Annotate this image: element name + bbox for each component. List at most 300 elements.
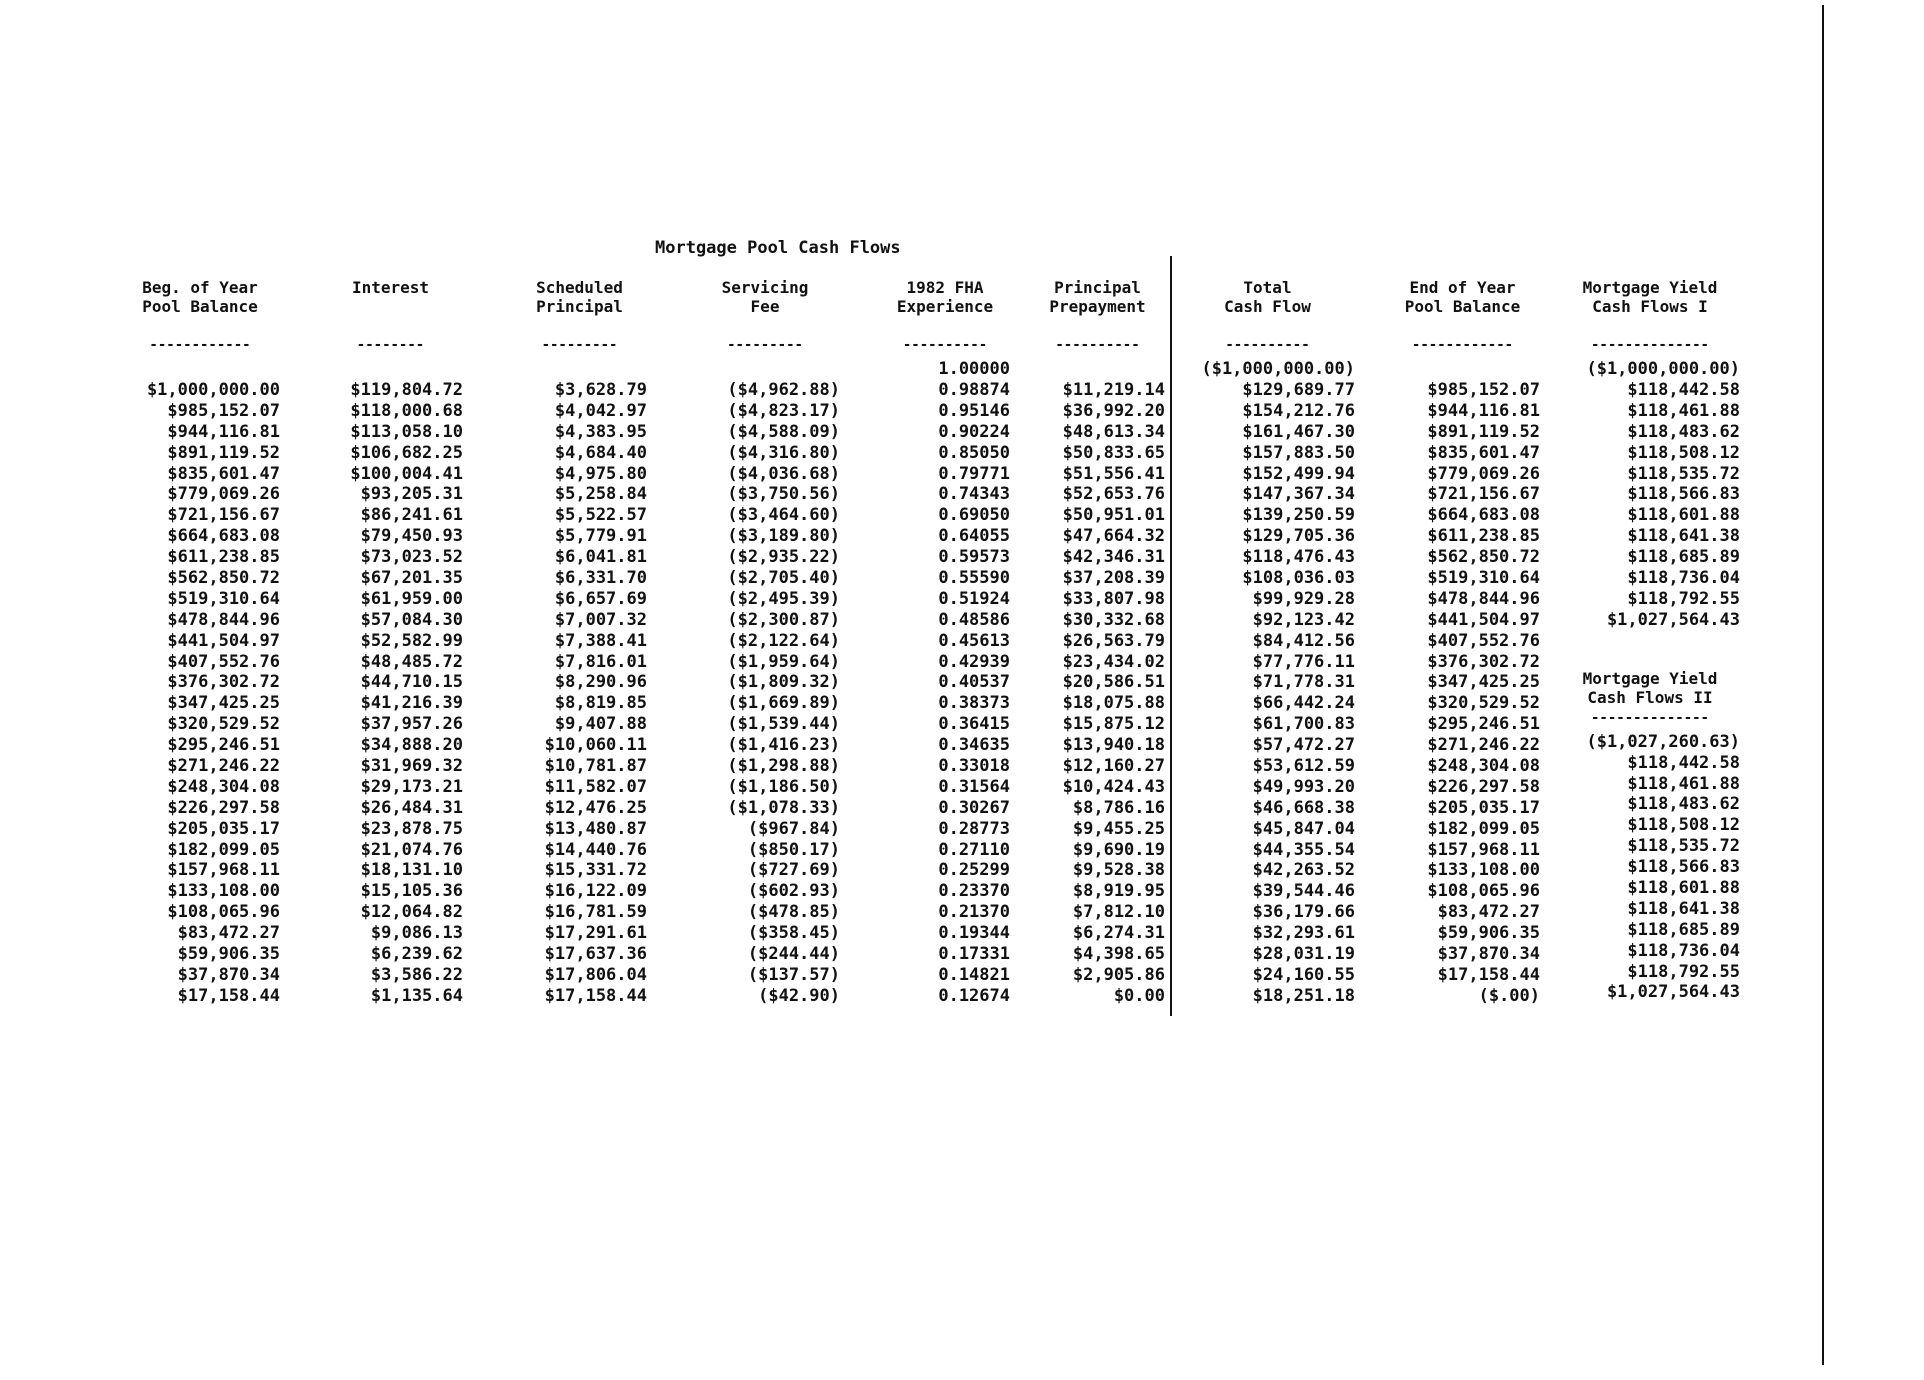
table-cell: $118,508.12 xyxy=(1627,442,1740,463)
table-cell: $129,689.77 xyxy=(1242,380,1355,400)
table-cell: $157,883.50 xyxy=(1242,442,1355,463)
fha-initial-value: 1.00000 xyxy=(938,359,1010,379)
column-interest xyxy=(318,278,463,1007)
header-rule: ------------ xyxy=(1411,338,1514,353)
header-rule: -------- xyxy=(356,338,425,353)
table-cell: $79,450.93 xyxy=(360,526,463,547)
table-cell: $52,582.99 xyxy=(360,630,463,651)
table-cell: ($1,416.23) xyxy=(727,735,840,756)
table-cell: $37,957.26 xyxy=(360,714,463,735)
table-cell: 0.85050 xyxy=(938,442,1010,463)
table-cell: 0.48586 xyxy=(938,609,1010,630)
table-cell: $320,529.52 xyxy=(167,714,280,735)
table-cell: $347,425.25 xyxy=(167,693,280,714)
table-cell: $118,461.88 xyxy=(1627,400,1740,421)
table-cell: $779,069.26 xyxy=(167,484,280,505)
table-cell: $0.00 xyxy=(1113,985,1165,1006)
table-cell: $835,601.47 xyxy=(1427,442,1540,463)
table-cell: ($4,036.68) xyxy=(727,463,840,484)
table-cell: $29,173.21 xyxy=(360,776,463,797)
table-cell: $118,685.89 xyxy=(1627,919,1740,940)
table-cell: $118,461.88 xyxy=(1627,773,1740,794)
table-cell: $51,556.41 xyxy=(1062,463,1165,484)
table-cell: $45,847.04 xyxy=(1252,818,1355,839)
table-cell: $46,668.38 xyxy=(1252,797,1355,818)
table-cell: $41,216.39 xyxy=(360,693,463,714)
table-cell: $835,601.47 xyxy=(167,463,280,484)
table-cell: ($4,823.17) xyxy=(727,400,840,421)
column-values xyxy=(690,380,840,1007)
table-cell: $24,160.55 xyxy=(1252,964,1355,985)
table-cell: 0.55590 xyxy=(938,568,1010,589)
column-values xyxy=(1560,380,1740,631)
table-cell: $6,274.31 xyxy=(1072,923,1165,944)
table-cell: $9,690.19 xyxy=(1072,839,1165,860)
column-header: End of Year Pool Balance xyxy=(1404,278,1521,316)
table-cell: 0.45613 xyxy=(938,630,1010,651)
table-cell: $9,455.25 xyxy=(1072,818,1165,839)
table-cell: $23,434.02 xyxy=(1062,651,1165,672)
page-edge-line xyxy=(1822,5,1824,1365)
table-cell: $37,870.34 xyxy=(1437,944,1540,965)
table-cell: $248,304.08 xyxy=(167,776,280,797)
table-cell: $205,035.17 xyxy=(167,818,280,839)
table-cell: 0.19344 xyxy=(938,923,1010,944)
table-cell: ($1,186.50) xyxy=(727,776,840,797)
table-cell: $8,919.95 xyxy=(1072,881,1165,902)
table-cell: $478,844.96 xyxy=(1427,588,1540,609)
table-cell: $11,219.14 xyxy=(1062,380,1165,400)
table-cell: $118,736.04 xyxy=(1627,568,1740,589)
table-cell: $108,065.96 xyxy=(1427,881,1540,902)
column-values xyxy=(120,380,280,1007)
header-rule: ---------- xyxy=(902,338,988,353)
column-values xyxy=(1030,380,1165,1007)
table-cell: $4,684.40 xyxy=(554,442,647,463)
table-cell: $4,398.65 xyxy=(1072,944,1165,965)
table-cell: $376,302.72 xyxy=(167,672,280,693)
table-cell: ($1,078.33) xyxy=(727,797,840,818)
table-cell: 0.17331 xyxy=(938,944,1010,965)
table-cell: $7,812.10 xyxy=(1072,902,1165,923)
table-cell: $271,246.22 xyxy=(167,756,280,777)
table-cell: $100,004.41 xyxy=(350,463,463,484)
table-cell: $17,291.61 xyxy=(544,923,647,944)
table-cell: $13,940.18 xyxy=(1062,735,1165,756)
table-cell: $31,969.32 xyxy=(360,756,463,777)
column-principal-prepayment xyxy=(1030,278,1165,1007)
table-cell: 0.38373 xyxy=(938,693,1010,714)
table-cell: $13,480.87 xyxy=(544,818,647,839)
table-cell: $71,778.31 xyxy=(1252,672,1355,693)
total-initial-value: ($1,000,000.00) xyxy=(1201,359,1355,379)
table-title: Mortgage Pool Cash Flows xyxy=(655,238,901,258)
table-cell: $23,878.75 xyxy=(360,818,463,839)
table-cell: $118,641.38 xyxy=(1627,898,1740,919)
column-header: Beg. of Year Pool Balance xyxy=(142,278,258,316)
table-cell: $562,850.72 xyxy=(1427,547,1540,568)
table-cell: 0.14821 xyxy=(938,964,1010,985)
table-cell: $7,388.41 xyxy=(554,630,647,651)
table-cell: $118,535.72 xyxy=(1627,463,1740,484)
table-cell: $320,529.52 xyxy=(1427,693,1540,714)
table-cell: $161,467.30 xyxy=(1242,421,1355,442)
table-cell: $1,027,564.43 xyxy=(1606,982,1740,1003)
table-cell: $16,122.09 xyxy=(544,881,647,902)
table-cell: $57,472.27 xyxy=(1252,735,1355,756)
table-cell: $664,683.08 xyxy=(1427,505,1540,526)
table-cell: $248,304.08 xyxy=(1427,756,1540,777)
table-cell: $12,160.27 xyxy=(1062,756,1165,777)
table-cell: $8,290.96 xyxy=(554,672,647,693)
column-header: 1982 FHA Experience xyxy=(896,278,994,316)
column-values xyxy=(1385,380,1540,1007)
table-cell: $18,251.18 xyxy=(1252,985,1355,1006)
table-cell: $26,563.79 xyxy=(1062,630,1165,651)
table-cell: $17,806.04 xyxy=(544,964,647,985)
table-cell: ($727.69) xyxy=(747,860,840,881)
table-cell: $42,263.52 xyxy=(1252,860,1355,881)
table-cell: 0.95146 xyxy=(938,400,1010,421)
table-cell: $118,483.62 xyxy=(1627,421,1740,442)
table-cell: ($1,959.64) xyxy=(727,651,840,672)
table-cell: 0.31564 xyxy=(938,776,1010,797)
table-cell: $10,424.43 xyxy=(1062,776,1165,797)
table-cell: ($3,189.80) xyxy=(727,526,840,547)
table-cell: $49,993.20 xyxy=(1252,776,1355,797)
table-cell: $295,246.51 xyxy=(1427,714,1540,735)
table-cell: $118,566.83 xyxy=(1627,484,1740,505)
table-cell: $611,238.85 xyxy=(1427,526,1540,547)
table-cell: 0.90224 xyxy=(938,421,1010,442)
table-cell: ($2,495.39) xyxy=(727,588,840,609)
table-cell: 0.79771 xyxy=(938,463,1010,484)
table-cell: $21,074.76 xyxy=(360,839,463,860)
table-cell: $129,705.36 xyxy=(1242,526,1355,547)
table-cell: $891,119.52 xyxy=(167,442,280,463)
column-servicing-fee xyxy=(690,278,840,1007)
table-cell: $18,075.88 xyxy=(1062,693,1165,714)
table-cell: $52,653.76 xyxy=(1062,484,1165,505)
table-cell: $99,929.28 xyxy=(1252,588,1355,609)
table-cell: $118,792.55 xyxy=(1627,588,1740,609)
table-cell: $17,637.36 xyxy=(544,944,647,965)
table-cell: $6,239.62 xyxy=(370,944,463,965)
table-cell: $154,212.76 xyxy=(1242,400,1355,421)
table-cell: 0.40537 xyxy=(938,672,1010,693)
table-cell: $17,158.44 xyxy=(177,985,280,1006)
table-cell: $20,586.51 xyxy=(1062,672,1165,693)
table-cell: $944,116.81 xyxy=(1427,400,1540,421)
table-cell: $5,258.84 xyxy=(554,484,647,505)
table-cell: ($3,750.56) xyxy=(727,484,840,505)
table-cell: $44,355.54 xyxy=(1252,839,1355,860)
table-cell: 0.25299 xyxy=(938,860,1010,881)
table-cell: $7,007.32 xyxy=(554,609,647,630)
column-values xyxy=(512,380,647,1007)
table-cell: $441,504.97 xyxy=(1427,609,1540,630)
table-cell: 0.21370 xyxy=(938,902,1010,923)
column-header: Mortgage Yield Cash Flows II xyxy=(1582,668,1718,707)
column-header: Interest xyxy=(351,278,430,297)
table-cell: 0.42939 xyxy=(938,651,1010,672)
header-rule: --------- xyxy=(541,338,618,353)
table-cell: $157,968.11 xyxy=(1427,839,1540,860)
table-cell: $118,641.38 xyxy=(1627,526,1740,547)
header-rule: -------------- xyxy=(1590,338,1709,353)
column-header: Servicing Fee xyxy=(721,278,809,316)
table-cell: $1,135.64 xyxy=(370,985,463,1006)
table-cell: $118,000.68 xyxy=(350,400,463,421)
table-cell: $376,302.72 xyxy=(1427,651,1540,672)
table-cell: $36,179.66 xyxy=(1252,902,1355,923)
column-values xyxy=(1560,753,1740,1004)
table-cell: ($1,669.89) xyxy=(727,693,840,714)
divider-line xyxy=(1170,256,1172,1016)
table-cell: $92,123.42 xyxy=(1252,609,1355,630)
table-cell: $118,483.62 xyxy=(1627,794,1740,815)
table-cell: $226,297.58 xyxy=(167,797,280,818)
table-cell: $47,664.32 xyxy=(1062,526,1165,547)
table-cell: $6,331.70 xyxy=(554,568,647,589)
table-cell: $133,108.00 xyxy=(167,881,280,902)
table-cell: $8,819.85 xyxy=(554,693,647,714)
table-cell: 0.74343 xyxy=(938,484,1010,505)
column-values xyxy=(318,380,463,1007)
yield2-initial-value: ($1,027,260.63) xyxy=(1586,731,1740,752)
table-cell: $119,804.72 xyxy=(350,380,463,400)
header-rule: ---------- xyxy=(1055,338,1140,353)
table-cell: 0.23370 xyxy=(938,881,1010,902)
table-cell: ($2,122.64) xyxy=(727,630,840,651)
table-cell: 0.30267 xyxy=(938,797,1010,818)
table-cell: $8,786.16 xyxy=(1072,797,1165,818)
table-cell: $9,528.38 xyxy=(1072,860,1165,881)
table-cell: $86,241.61 xyxy=(360,505,463,526)
table-cell: $33,807.98 xyxy=(1062,588,1165,609)
table-cell: ($42.90) xyxy=(758,985,840,1006)
table-cell: $139,250.59 xyxy=(1242,505,1355,526)
table-cell: $83,472.27 xyxy=(1437,902,1540,923)
table-cell: 0.27110 xyxy=(938,839,1010,860)
table-cell: ($602.93) xyxy=(747,881,840,902)
table-cell: $67,201.35 xyxy=(360,568,463,589)
table-cell: 0.69050 xyxy=(938,505,1010,526)
table-cell: $664,683.08 xyxy=(167,526,280,547)
table-cell: $48,613.34 xyxy=(1062,421,1165,442)
table-cell: $59,906.35 xyxy=(1437,923,1540,944)
table-cell: $118,601.88 xyxy=(1627,505,1740,526)
table-cell: $562,850.72 xyxy=(167,568,280,589)
table-cell: $17,158.44 xyxy=(1437,964,1540,985)
table-cell: $152,499.94 xyxy=(1242,463,1355,484)
table-cell: ($137.57) xyxy=(747,964,840,985)
table-cell: $12,064.82 xyxy=(360,902,463,923)
table-cell: ($3,464.60) xyxy=(727,505,840,526)
table-cell: $985,152.07 xyxy=(167,400,280,421)
column-header: Principal Prepayment xyxy=(1049,278,1146,316)
yield1-initial-value: ($1,000,000.00) xyxy=(1586,359,1740,379)
table-cell: $14,440.76 xyxy=(544,839,647,860)
table-cell: $113,058.10 xyxy=(350,421,463,442)
table-cell: $478,844.96 xyxy=(167,609,280,630)
table-cell: $118,442.58 xyxy=(1627,752,1740,773)
table-cell: $61,700.83 xyxy=(1252,714,1355,735)
table-cell: $12,476.25 xyxy=(544,797,647,818)
table-cell: $891,119.52 xyxy=(1427,421,1540,442)
table-cell: $271,246.22 xyxy=(1427,735,1540,756)
table-cell: $10,060.11 xyxy=(544,735,647,756)
table-cell: ($4,588.09) xyxy=(727,421,840,442)
table-cell: $205,035.17 xyxy=(1427,797,1540,818)
table-cell: $37,208.39 xyxy=(1062,568,1165,589)
table-cell: $2,905.86 xyxy=(1072,964,1165,985)
table-cell: $118,685.89 xyxy=(1627,547,1740,568)
table-cell: $118,566.83 xyxy=(1627,857,1740,878)
header-rule: ------------ xyxy=(149,338,251,353)
table-cell: $3,586.22 xyxy=(370,964,463,985)
table-cell: 0.12674 xyxy=(938,985,1010,1006)
column-beg-balance xyxy=(120,278,280,1007)
column-header: Total Cash Flow xyxy=(1224,278,1311,316)
table-cell: $93,205.31 xyxy=(360,484,463,505)
table-cell: $50,833.65 xyxy=(1062,442,1165,463)
table-cell: ($1,298.88) xyxy=(727,756,840,777)
table-cell: ($850.17) xyxy=(747,839,840,860)
column-header: Scheduled Principal xyxy=(536,278,623,316)
table-cell: $519,310.64 xyxy=(1427,568,1540,589)
table-cell: ($1,539.44) xyxy=(727,714,840,735)
table-cell: $18,131.10 xyxy=(360,860,463,881)
table-cell: $61,959.00 xyxy=(360,588,463,609)
table-cell: 0.51924 xyxy=(938,588,1010,609)
column-header: Mortgage Yield Cash Flows I xyxy=(1582,278,1718,316)
table-cell: $118,601.88 xyxy=(1627,878,1740,899)
table-cell: $118,535.72 xyxy=(1627,836,1740,857)
table-cell: $226,297.58 xyxy=(1427,776,1540,797)
table-cell: $5,522.57 xyxy=(554,505,647,526)
table-cell: $10,781.87 xyxy=(544,756,647,777)
column-values xyxy=(1180,380,1355,1007)
table-cell: 0.28773 xyxy=(938,818,1010,839)
table-cell: $50,951.01 xyxy=(1062,505,1165,526)
table-cell: $44,710.15 xyxy=(360,672,463,693)
table-cell: $519,310.64 xyxy=(167,588,280,609)
table-cell: $39,544.46 xyxy=(1252,881,1355,902)
table-cell: $779,069.26 xyxy=(1427,463,1540,484)
table-cell: $48,485.72 xyxy=(360,651,463,672)
table-cell: $118,442.58 xyxy=(1627,380,1740,400)
column-values xyxy=(880,380,1010,1007)
table-cell: $7,816.01 xyxy=(554,651,647,672)
table-cell: $77,776.11 xyxy=(1252,651,1355,672)
table-cell: $53,612.59 xyxy=(1252,756,1355,777)
table-cell: $16,781.59 xyxy=(544,902,647,923)
table-cell: $42,346.31 xyxy=(1062,547,1165,568)
table-cell: ($967.84) xyxy=(747,818,840,839)
table-cell: $32,293.61 xyxy=(1252,923,1355,944)
table-cell: ($2,705.40) xyxy=(727,568,840,589)
table-cell: $84,412.56 xyxy=(1252,630,1355,651)
table-cell: ($.00) xyxy=(1478,985,1540,1006)
table-cell: $407,552.76 xyxy=(1427,630,1540,651)
table-cell: $36,992.20 xyxy=(1062,400,1165,421)
table-cell: $441,504.97 xyxy=(167,630,280,651)
table-cell: $15,331.72 xyxy=(544,860,647,881)
column-mortgage-yield xyxy=(1560,278,1740,1003)
table-cell: $182,099.05 xyxy=(167,839,280,860)
table-cell: $5,779.91 xyxy=(554,526,647,547)
table-cell: $407,552.76 xyxy=(167,651,280,672)
table-cell: $28,031.19 xyxy=(1252,944,1355,965)
table-cell: $118,736.04 xyxy=(1627,940,1740,961)
table-cell: $118,476.43 xyxy=(1242,547,1355,568)
header-rule: ---------- xyxy=(1225,338,1310,353)
table-cell: $721,156.67 xyxy=(167,505,280,526)
table-cell: $3,628.79 xyxy=(554,380,647,400)
table-cell: $106,682.25 xyxy=(350,442,463,463)
table-cell: $6,657.69 xyxy=(554,588,647,609)
table-cell: $944,116.81 xyxy=(167,421,280,442)
table-cell: ($358.45) xyxy=(747,923,840,944)
table-cell: $9,086.13 xyxy=(370,923,463,944)
table-cell: $118,792.55 xyxy=(1627,961,1740,982)
header-rule: --------- xyxy=(727,338,803,353)
table-cell: $73,023.52 xyxy=(360,547,463,568)
table-cell: $37,870.34 xyxy=(177,964,280,985)
table-cell: $15,105.36 xyxy=(360,881,463,902)
table-cell: ($4,316.80) xyxy=(727,442,840,463)
table-cell: ($2,935.22) xyxy=(727,547,840,568)
table-cell: $118,508.12 xyxy=(1627,815,1740,836)
table-cell: $17,158.44 xyxy=(544,985,647,1006)
table-cell: $4,975.80 xyxy=(554,463,647,484)
table-cell: $347,425.25 xyxy=(1427,672,1540,693)
table-cell: ($2,300.87) xyxy=(727,609,840,630)
table-cell: $721,156.67 xyxy=(1427,484,1540,505)
table-cell: 0.34635 xyxy=(938,735,1010,756)
table-cell: $59,906.35 xyxy=(177,944,280,965)
column-end-balance xyxy=(1385,278,1540,1007)
table-cell: $157,968.11 xyxy=(167,860,280,881)
table-cell: $6,041.81 xyxy=(554,547,647,568)
table-cell: $182,099.05 xyxy=(1427,818,1540,839)
table-cell: $133,108.00 xyxy=(1427,860,1540,881)
table-cell: 0.64055 xyxy=(938,526,1010,547)
table-cell: $985,152.07 xyxy=(1427,380,1540,400)
column-fha-experience xyxy=(880,278,1010,1007)
table-cell: $15,875.12 xyxy=(1062,714,1165,735)
table-cell: $26,484.31 xyxy=(360,797,463,818)
table-cell: $30,332.68 xyxy=(1062,609,1165,630)
table-cell: ($4,962.88) xyxy=(727,380,840,400)
column-total-cash-flow xyxy=(1180,278,1355,1007)
table-cell: ($1,809.32) xyxy=(727,672,840,693)
table-cell: 0.33018 xyxy=(938,756,1010,777)
table-cell: $1,027,564.43 xyxy=(1606,609,1740,630)
table-cell: $108,036.03 xyxy=(1242,568,1355,589)
table-cell: $611,238.85 xyxy=(167,547,280,568)
table-cell: 0.36415 xyxy=(938,714,1010,735)
table-cell: $295,246.51 xyxy=(167,735,280,756)
table-cell: $4,042.97 xyxy=(554,400,647,421)
table-cell: 0.98874 xyxy=(938,380,1010,400)
table-cell: $57,084.30 xyxy=(360,609,463,630)
table-cell: $4,383.95 xyxy=(554,421,647,442)
table-cell: $66,442.24 xyxy=(1252,693,1355,714)
table-cell: ($478.85) xyxy=(747,902,840,923)
table-cell: $147,367.34 xyxy=(1242,484,1355,505)
